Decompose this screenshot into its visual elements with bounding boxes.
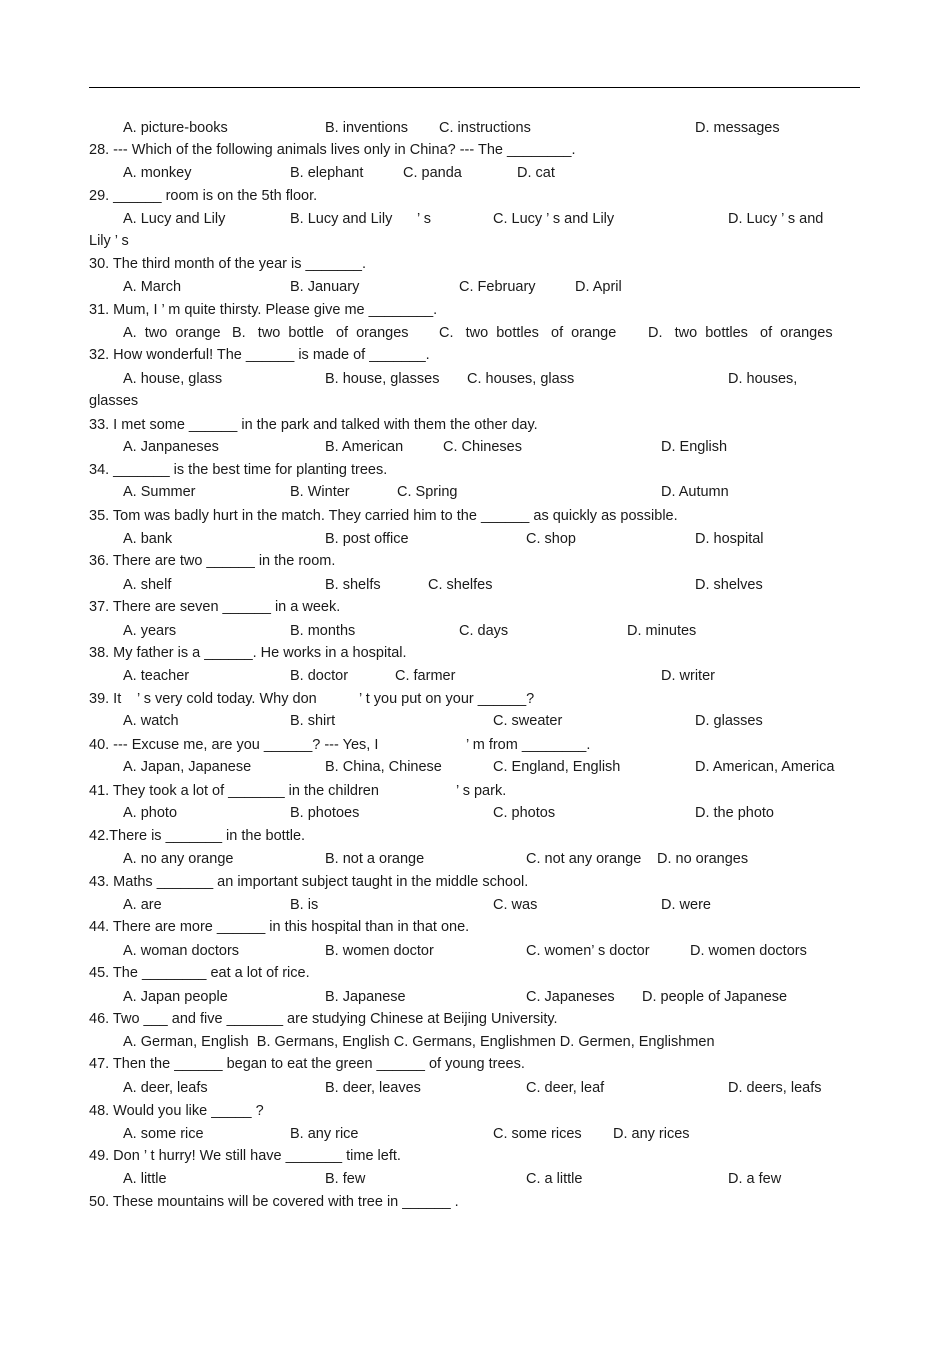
q37-option-a: A. years [123,623,177,639]
q43-option-d: D. were [661,897,711,913]
q39-stem-part3: ’ t you put on your ______? [359,691,535,707]
q42-option-d: D. no oranges [657,851,749,867]
q32-option-a: A. house, glass [123,371,223,387]
q32-option-d: D. houses, [728,371,798,387]
q49-option-b: B. few [325,1171,366,1187]
q33-stem: 33. I met some ______ in the park and talked with them the other day. [89,417,538,433]
q41-option-b: B. photoes [290,805,360,821]
q42-stem: 42.There is _______ in the bottle. [89,828,306,844]
q45-option-b: B. Japanese [325,989,406,1005]
q40-stem-part2: ’ m from ________. [466,737,591,753]
q36-option-c: C. shelfes [428,577,493,593]
q40-option-a: A. Japan, Japanese [123,759,252,775]
q27-option-c: C. instructions [439,120,531,136]
q47-stem: 47. Then the ______ began to eat the green ______ of young trees. [89,1056,525,1072]
q40-option-d: D. American, America [695,759,835,775]
q49-stem: 49. Don ’ t hurry! We still have _______ time left. [89,1148,401,1164]
q30-option-c: C. February [459,279,536,295]
q41-option-c: C. photos [493,805,556,821]
q40-option-c: C. England, English [493,759,621,775]
q50-stem: 50. These mountains will be covered with tree in ______ . [89,1194,459,1210]
q37-option-d: D. minutes [627,623,697,639]
q34-option-c: C. Spring [397,484,458,500]
q28-option-d: D. cat [517,165,555,181]
q43-stem: 43. Maths _______ an important subject taught in the middle school. [89,874,529,890]
q30-option-a: A. March [123,279,182,295]
q29-option-d: D. Lucy ’ s and [728,211,824,227]
q41-stem-part1: 41. They took a lot of _______ in the children [89,783,379,799]
q29-option-d-continued: Lily ’ s [89,233,129,249]
q32-option-b: B. house, glasses [325,371,440,387]
q39-option-d: D. glasses [695,713,763,729]
q29-option-c: C. Lucy ’ s and Lily [493,211,615,227]
q43-option-a: A. are [123,897,162,913]
q39-stem-part1: 39. It [89,691,122,707]
header-rule [89,87,860,88]
q46-options: A. German, English B. Germans, English C. Germans, Englishmen D. Germen, Englishmen [123,1034,715,1050]
q48-option-a: A. some rice [123,1126,204,1142]
q31-option-c: C. two bottles of orange [439,325,617,341]
q40-option-b: B. China, Chinese [325,759,442,775]
q47-option-d: D. deers, leafs [728,1080,822,1096]
q45-option-c: C. Japaneses [526,989,615,1005]
q28-option-a: A. monkey [123,165,192,181]
q28-option-c: C. panda [403,165,462,181]
q38-option-a: A. teacher [123,668,190,684]
q41-option-a: A. photo [123,805,178,821]
q28-option-b: B. elephant [290,165,364,181]
q33-option-d: D. English [661,439,728,455]
q37-option-c: C. days [459,623,509,639]
q44-option-c: C. women’ s doctor [526,943,650,959]
q38-option-b: B. doctor [290,668,349,684]
q36-stem: 36. There are two ______ in the room. [89,553,336,569]
q38-stem: 38. My father is a ______. He works in a hospital. [89,645,407,661]
q28-stem: 28. --- Which of the following animals lives only in China? --- The ________. [89,142,576,158]
q35-option-b: B. post office [325,531,409,547]
q44-stem: 44. There are more ______ in this hospital than in that one. [89,919,470,935]
q41-stem-part2: ’ s park. [456,783,507,799]
q47-option-c: C. deer, leaf [526,1080,605,1096]
q35-option-a: A. bank [123,531,173,547]
q42-option-a: A. no any orange [123,851,234,867]
q31-stem: 31. Mum, I ’ m quite thirsty. Please give me ________. [89,302,438,318]
q48-option-d: D. any rices [613,1126,690,1142]
q32-stem: 32. How wonderful! The ______ is made of _______. [89,347,430,363]
q42-option-c: C. not any orange [526,851,642,867]
q29-option-a: A. Lucy and Lily [123,211,226,227]
q27-option-b: B. inventions [325,120,409,136]
q43-option-b: B. is [290,897,319,913]
q29-option-b: B. Lucy and Lily [290,211,393,227]
q34-option-d: D. Autumn [661,484,729,500]
q46-stem: 46. Two ___ and five _______ are studying Chinese at Beijing University. [89,1011,558,1027]
q33-option-c: C. Chineses [443,439,522,455]
q36-option-d: D. shelves [695,577,763,593]
q49-option-a: A. little [123,1171,167,1187]
q35-option-c: C. shop [526,531,576,547]
q45-stem: 45. The ________ eat a lot of rice. [89,965,310,981]
q41-option-d: D. the photo [695,805,774,821]
q48-option-b: B. any rice [290,1126,359,1142]
q42-option-b: B. not a orange [325,851,425,867]
q33-option-a: A. Janpaneses [123,439,219,455]
q31-option-a: A. two orange [123,325,221,341]
q30-option-d: D. April [575,279,622,295]
q44-option-a: A. woman doctors [123,943,240,959]
q47-option-a: A. deer, leafs [123,1080,208,1096]
q34-option-b: B. Winter [290,484,350,500]
q30-option-b: B. January [290,279,360,295]
q31-option-b: B. two bottle of oranges [232,325,409,341]
q32-option-c: C. houses, glass [467,371,575,387]
q39-option-a: A. watch [123,713,179,729]
q43-option-c: C. was [493,897,538,913]
q32-option-d-continued: glasses [89,393,139,409]
q39-stem-part2: ’ s very cold today. Why don [137,691,317,707]
q37-option-b: B. months [290,623,356,639]
q36-option-a: A. shelf [123,577,172,593]
q48-option-c: C. some rices [493,1126,582,1142]
q39-option-c: C. sweater [493,713,563,729]
q40-stem-part1: 40. --- Excuse me, are you ______? --- Yes, I [89,737,379,753]
q45-option-d: D. people of Japanese [642,989,788,1005]
q34-stem: 34. _______ is the best time for planting trees. [89,462,388,478]
q49-option-c: C. a little [526,1171,583,1187]
q29-option-b-suffix: ’ s [417,211,431,227]
q34-option-a: A. Summer [123,484,196,500]
q37-stem: 37. There are seven ______ in a week. [89,599,341,615]
q35-option-d: D. hospital [695,531,764,547]
q35-stem: 35. Tom was badly hurt in the match. They carried him to the ______ as quickly as possible. [89,508,678,524]
q49-option-d: D. a few [728,1171,782,1187]
q38-option-d: D. writer [661,668,715,684]
q45-option-a: A. Japan people [123,989,228,1005]
q33-option-b: B. American [325,439,404,455]
q39-option-b: B. shirt [290,713,336,729]
q29-stem: 29. ______ room is on the 5th floor. [89,188,318,204]
q47-option-b: B. deer, leaves [325,1080,421,1096]
q48-stem: 48. Would you like _____ ? [89,1103,264,1119]
q27-option-d: D. messages [695,120,780,136]
q31-option-d: D. two bottles of oranges [648,325,833,341]
q44-option-d: D. women doctors [690,943,807,959]
q36-option-b: B. shelfs [325,577,381,593]
q27-option-a: A. picture-books [123,120,228,136]
q44-option-b: B. women doctor [325,943,434,959]
q30-stem: 30. The third month of the year is _______. [89,256,367,272]
q38-option-c: C. farmer [395,668,456,684]
